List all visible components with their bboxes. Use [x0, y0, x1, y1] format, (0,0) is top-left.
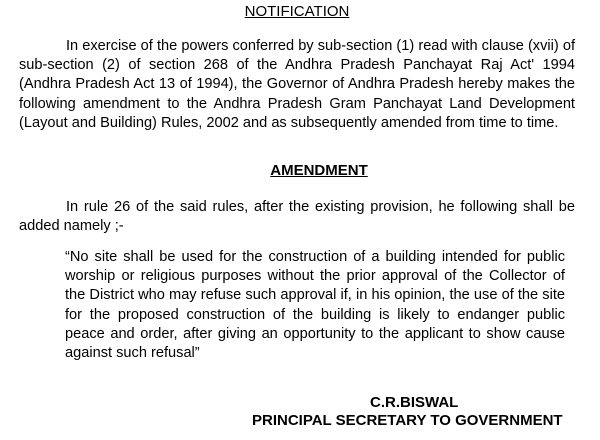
signatory-title: PRINCIPAL SECRETARY TO GOVERNMENT: [252, 412, 563, 429]
notification-heading: NOTIFICATION: [244, 3, 350, 20]
amendment-heading: AMENDMENT: [270, 162, 368, 179]
signatory-name: C.R.BISWAL: [370, 394, 459, 411]
rule-paragraph-text: In rule 26 of the said rules, after the existing provision, he following shall be added namely ;-: [19, 199, 575, 235]
intro-paragraph: [19, 37, 575, 133]
quoted-provision: “No site shall be used for the construction of a building intended for public worship or religious purposes without the prior approval of the Collector of the District who may refuse such approval if, in his opinion, the use of the site for the proposed construction of the building is likely to endanger public peace and order, after giving an opportunity to the applicant to show cause against such refusal”: [65, 249, 565, 362]
intro-paragraph-text: In exercise of the powers conferred by sub-section (1) read with clause (xvii) of sub-section (2) of section 268 of the Andhra Pradesh Panchayat Raj Act' 1994 (Andhra Pradesh Act 13 of 1994), the Governor of Andhra Pradesh hereby makes the following amendment to the Andhra Pradesh Gram Panchayat Land Development (Layout and Building) Rules, 2002 and as subsequently amended from time to time.: [19, 38, 575, 131]
rule-paragraph: [19, 198, 575, 236]
